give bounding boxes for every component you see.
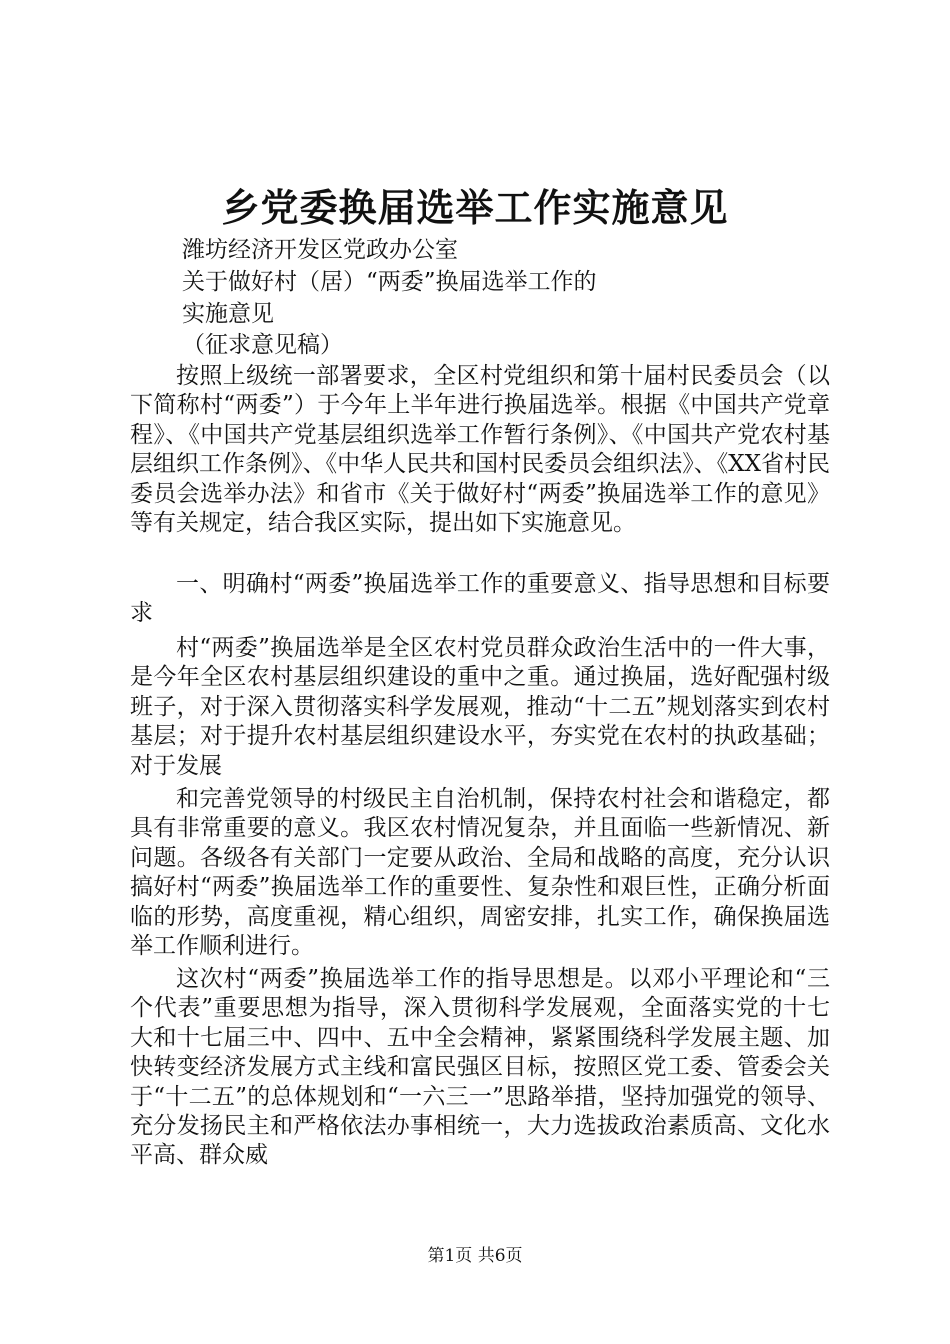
page-footer: 第1页 共6页 <box>427 1246 523 1266</box>
draft-status: （征求意见稿） <box>182 332 343 358</box>
paragraph-guiding-thought: 这次村“两委”换届选举工作的指导思想是。以邓小平理论和“三个代表”重要思想为指导，深入贯彻科学发展观，全面落实党的十七大和十七届三中、四中、五中全会精神，紧紧围绕科学发展主题、加快转变经济发展方式主线和富民强区目标，按照区党工委、管委会关于“十二五”的总体规划和“一六三一”思路举措，坚持加强党的领导、充分发扬民主和严格依法办事相统一，大力选拔政治素质高、文化水平高、群众威 <box>130 966 830 1169</box>
issuing-office: 潍坊经济开发区党政办公室 <box>182 237 458 263</box>
section-heading-1: 一、明确村“两委”换届选举工作的重要意义、指导思想和目标要求 <box>130 571 830 627</box>
paragraph-significance-continued: 和完善党领导的村级民主自治机制，保持农村社会和谐稳定，都具有非常重要的意义。我区农村情况复杂，并且面临一些新情况、新问题。各级各有关部门一定要从政治、全局和战略的高度，充分认识搞好村“两委”换届选举工作的重要性、复杂性和艰巨性，正确分析面临的形势，高度重视，精心组织，周密安排，扎实工作，确保换届选举工作顺利进行。 <box>130 786 830 960</box>
paragraph-significance: 村“两委”换届选举是全区农村党员群众政治生活中的一件大事，是今年全区农村基层组织建设的重中之重。通过换届，选好配强村级班子，对于深入贯彻落实科学发展观，推动“十二五”规划落实到农村基层；对于提升农村基层组织建设水平，夯实党在农村的执政基础；对于发展 <box>130 635 830 779</box>
document-subject-line: 关于做好村（居）“两委”换届选举工作的 <box>182 269 597 295</box>
paragraph-intro: 按照上级统一部署要求，全区村党组织和第十届村民委员会（以下简称村“两委”）于今年上半年进行换届选举。根据《中国共产党章程》、《中国共产党基层组织选举工作暂行条例》、《中国共产党农村基层组织工作条例》、《中华人民共和国村民委员会组织法》、《XX省村民委员会选举办法》和省市《关于做好村“两委”换届选举工作的意见》等有关规定，结合我区实际，提出如下实施意见。 <box>130 363 830 537</box>
document-title: 乡党委换届选举工作实施意见 <box>221 185 729 230</box>
document-type-line: 实施意见 <box>182 301 274 327</box>
